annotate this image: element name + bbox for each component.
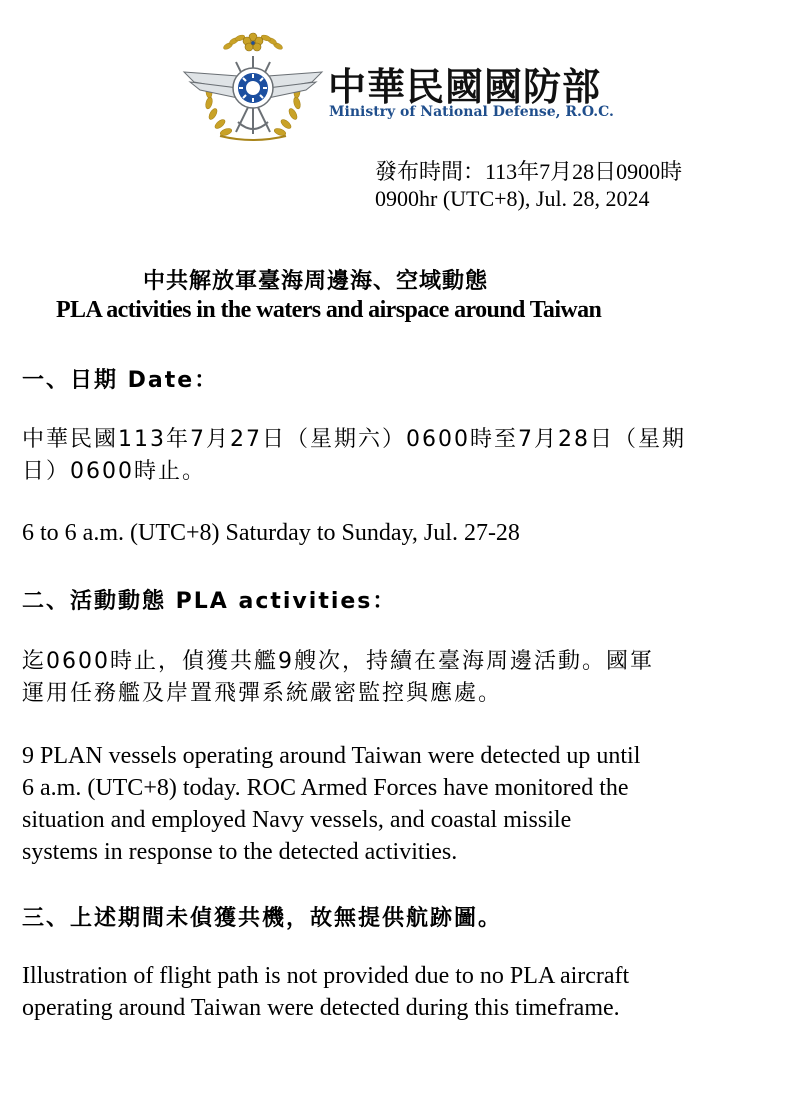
section-activities-en-line: systems in response to the detected activities. <box>22 839 458 865</box>
section-date-zh <box>22 424 686 488</box>
section-activities-en-line: situation and employed Navy vessels, and coastal missile <box>22 807 572 833</box>
section-activities-en <box>22 740 774 868</box>
section-activities-zh-line: 迄0600時止，偵獲共艦9艘次，持續在臺海周邊活動。國軍 <box>22 649 654 674</box>
section-aircraft-heading: 三、上述期間未偵獲共機，故無提供航跡圖。 <box>22 906 503 931</box>
section-aircraft-en <box>22 960 774 1024</box>
org-name-en: Ministry of National Defense, R.O.C. <box>329 104 614 120</box>
white-sun-icon <box>233 68 273 108</box>
section-activities-en-line: 9 PLAN vessels operating around Taiwan were detected up until <box>22 743 641 769</box>
section-aircraft-en-line: operating around Taiwan were detected during this timeframe. <box>22 995 620 1021</box>
document-title-en: PLA activities in the waters and airspace around Taiwan <box>56 297 602 323</box>
section-activities-en-line: 6 a.m. (UTC+8) today. ROC Armed Forces have monitored the <box>22 775 629 801</box>
section-date-zh-line: 中華民國113年7月27日（星期六）0600時至7月28日（星期 <box>22 427 686 452</box>
release-time-zh: 發布時間：113年7月28日0900時 <box>375 159 683 184</box>
section-aircraft-en-line: Illustration of flight path is not provided due to no PLA aircraft <box>22 963 630 989</box>
release-time-en: 0900hr (UTC+8), Jul. 28, 2024 <box>375 186 650 211</box>
mnd-emblem-logo <box>180 32 326 144</box>
section-date-heading: 一、日期 Date： <box>22 368 219 393</box>
org-name-zh: 中華民國國防部 <box>328 65 602 109</box>
section-date-en: 6 to 6 a.m. (UTC+8) Saturday to Sunday, Jul. 27-28 <box>22 520 520 546</box>
section-date-zh-line: 日）0600時止。 <box>22 459 206 484</box>
section-activities-zh <box>22 646 654 710</box>
section-activities-zh-line: 運用任務艦及岸置飛彈系統嚴密監控與應處。 <box>22 681 503 706</box>
plum-blossom-icon <box>243 33 263 51</box>
section-activities-heading: 二、活動動態 PLA activities： <box>22 589 397 614</box>
document-title-zh: 中共解放軍臺海周邊海、空域動態 <box>143 269 489 294</box>
